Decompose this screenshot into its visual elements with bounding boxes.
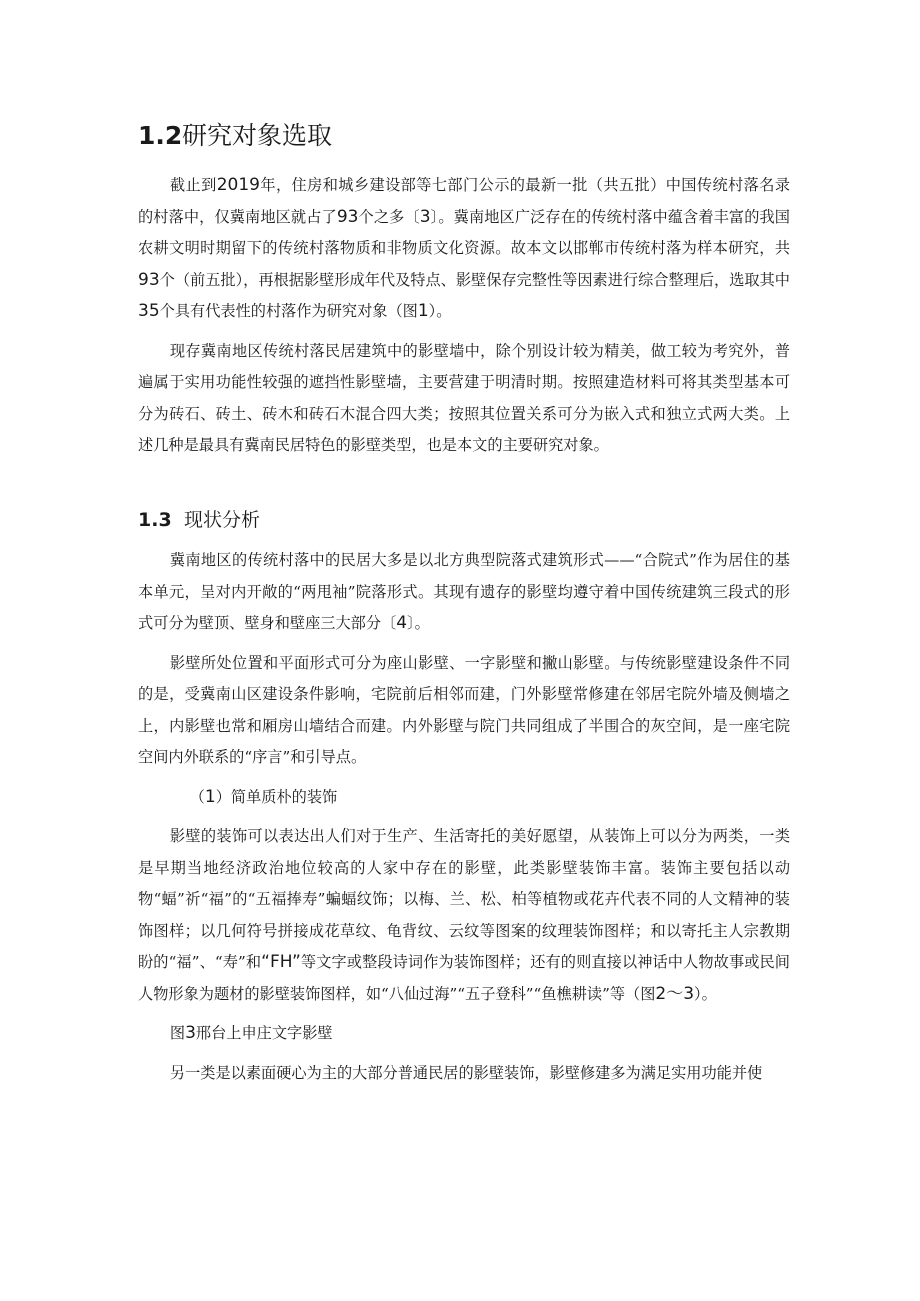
text-run: 影壁的装饰可以表达出人们对于生产、生活寄托的美好愿望，从装饰上可以分为两类，一类是早期当地经济政治地位较高的人家中存在的影壁，此类影壁装饰丰富。装饰主要包括以动物“蝠”祈“福”的“五福捧寿”蝙蝠纹饰；以梅、兰、松、柏等植物或花卉代表不同的人文精神的装饰图样；以几何符号拼接成花草纹、龟背纹、云纹等图案的纹理装饰图样；和以寄托主人宗教期盼的“福”、“寿”和 [138, 827, 790, 971]
text-run: 年，住房和城乡建设部等七部门公示的最新一批（共五批）中国传统村落名录的村落中，仅冀南地区就占了 [138, 176, 791, 226]
text-run: 冀南地区的传统村落中的民居大多是以北方典型院落式建筑形式——“合院式”作为居住的基本单元，呈对内开敞的“两甩袖”院落形式。其现有遗存的影壁均遵守着中国传统建筑三段式的形式可分为壁顶、壁身和壁座三大部分〔 [138, 551, 790, 632]
section-title: 研究对象选取 [182, 121, 333, 150]
year-number: 2019 [216, 175, 260, 195]
text-run: 个之多〔 [358, 207, 420, 226]
text-run: （ [189, 787, 205, 806]
count-number: 93 [138, 269, 160, 290]
text-run: 个（前五批），再根据影壁形成年代及特点、影壁保存完整性等因素进行综合整理后，选取其中 [159, 270, 790, 289]
section-1-2-body [138, 170, 790, 470]
section-heading-1-2 [138, 116, 332, 152]
item-number: 1 [204, 786, 216, 807]
text-run: 〕。 [407, 614, 430, 632]
text-run: 截止到 [169, 176, 217, 194]
section-number: 1.2 [138, 121, 183, 150]
text-run: 个具有代表性的村落作为研究对象（图 [159, 302, 418, 320]
text-run: ）简单质朴的装饰 [215, 787, 338, 806]
figure-range: 2～3 [655, 983, 695, 1004]
text-run: 邢台上申庄文字影壁 [195, 1024, 333, 1042]
paragraph: 另一类是以素面硬心为主的大部分普通民居的影壁装饰，影壁修建多为满足实用功能并使 [169, 1063, 763, 1082]
figure-number: 1 [417, 301, 429, 321]
section-title: 现状分析 [184, 509, 261, 531]
count-number: 35 [138, 301, 160, 321]
paragraph: 现存冀南地区传统村落民居建筑中的影壁墙中，除个别设计较为精美，做工较为考究外，普遍属于实用功能性较强的遮挡性影壁墙，主要营建于明清时期。按照建造材料可将其类型基本可分为砖石、砖土、砖木和砖石木混合四大类；按照其位置关系可分为嵌入式和独立式两大类。上述几种是最具有冀南民居特色的影壁类型，也是本文的主要研究对象。 [138, 341, 790, 454]
paragraph [138, 170, 790, 328]
reference-number: 4 [396, 613, 408, 633]
paragraph [138, 545, 790, 640]
section-1-3-body [138, 545, 790, 1097]
text-run: ）。 [428, 302, 452, 320]
text-run: 等文字或整段诗词作为装饰图样；还有的则直接以神话中人物故事或民间人物形象为题材的影壁装饰图样，如“八仙过海”“五子登科”“鱼樵耕读”等（图 [138, 953, 790, 1003]
section-heading-1-3 [138, 505, 260, 532]
paragraph: 影壁所处位置和平面形式可分为座山影壁、一字影壁和撇山影壁。与传统影壁建设条件不同的是，受冀南山区建设条件影响，宅院前后相邻而建，门外影壁常修建在邻居宅院外墙及侧墙之上，内影壁也常和厢房山墙结合而建。内外影壁与院门共同组成了半围合的灰空间，是一座宅院空间内外联系的“序言”和引导点。 [138, 653, 790, 766]
subheading [138, 782, 790, 814]
count-number: 93 [336, 206, 359, 227]
section-number: 1.3 [138, 509, 172, 531]
text-run: “FH” [261, 952, 301, 972]
text-run: 图 [169, 1024, 186, 1042]
figure-number: 3 [185, 1023, 196, 1043]
text-run: 〕。冀南地区广泛存在的传统村落中蕴含着丰富的我国农耕文明时期留下的传统村落物质和非物质文化资源。故本文以邯郸市传统村落为样本研究，共 [138, 207, 790, 257]
figure-caption [138, 1018, 790, 1050]
reference-number: 3 [419, 206, 431, 227]
paragraph [138, 821, 790, 1010]
text-run: ）。 [694, 984, 717, 1003]
